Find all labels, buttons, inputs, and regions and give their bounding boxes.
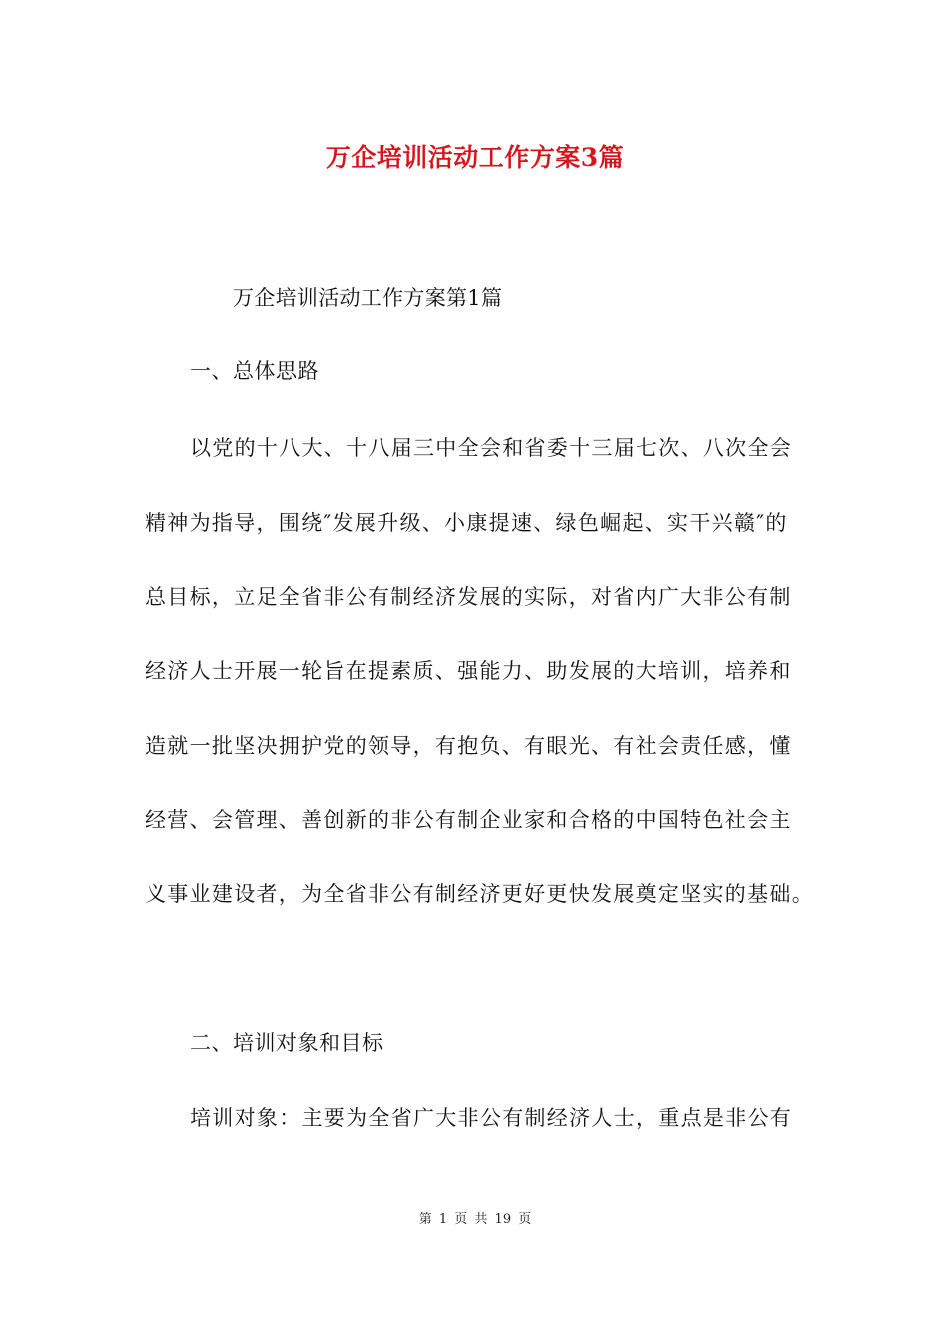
page-number-footer: 第 1 页 共 19 页 bbox=[418, 1212, 532, 1227]
part-heading: 万企培训活动工作方案第1篇 bbox=[233, 286, 503, 310]
section-heading-training-targets: 二、培训对象和目标 bbox=[190, 1031, 384, 1055]
paragraph-line: 经济人士开展一轮旨在提素质、强能力、助发展的大培训，培养和 bbox=[145, 659, 792, 683]
section-heading-overall-approach: 一、总体思路 bbox=[190, 359, 319, 383]
paragraph-line: 经营、会管理、善创新的非公有制企业家和合格的中国特色社会主 bbox=[145, 808, 792, 832]
paragraph-line: 以党的十八大、十八届三中全会和省委十三届七次、八次全会 bbox=[190, 436, 793, 460]
paragraph-line: 总目标，立足全省非公有制经济发展的实际，对省内广大非公有制 bbox=[145, 585, 792, 609]
document-title: 万企培训活动工作方案3篇 bbox=[325, 143, 625, 172]
paragraph-line: 培训对象：主要为全省广大非公有制经济人士，重点是非公有 bbox=[190, 1106, 793, 1130]
paragraph-line: 造就一批坚决拥护党的领导，有抱负、有眼光、有社会责任感，懂 bbox=[145, 734, 792, 758]
paragraph-line: 精神为指导，围绕″发展升级、小康提速、绿色崛起、实干兴赣″的 bbox=[145, 511, 788, 535]
paragraph-line: 义事业建设者，为全省非公有制经济更好更快发展奠定坚实的基础。 bbox=[145, 882, 814, 906]
